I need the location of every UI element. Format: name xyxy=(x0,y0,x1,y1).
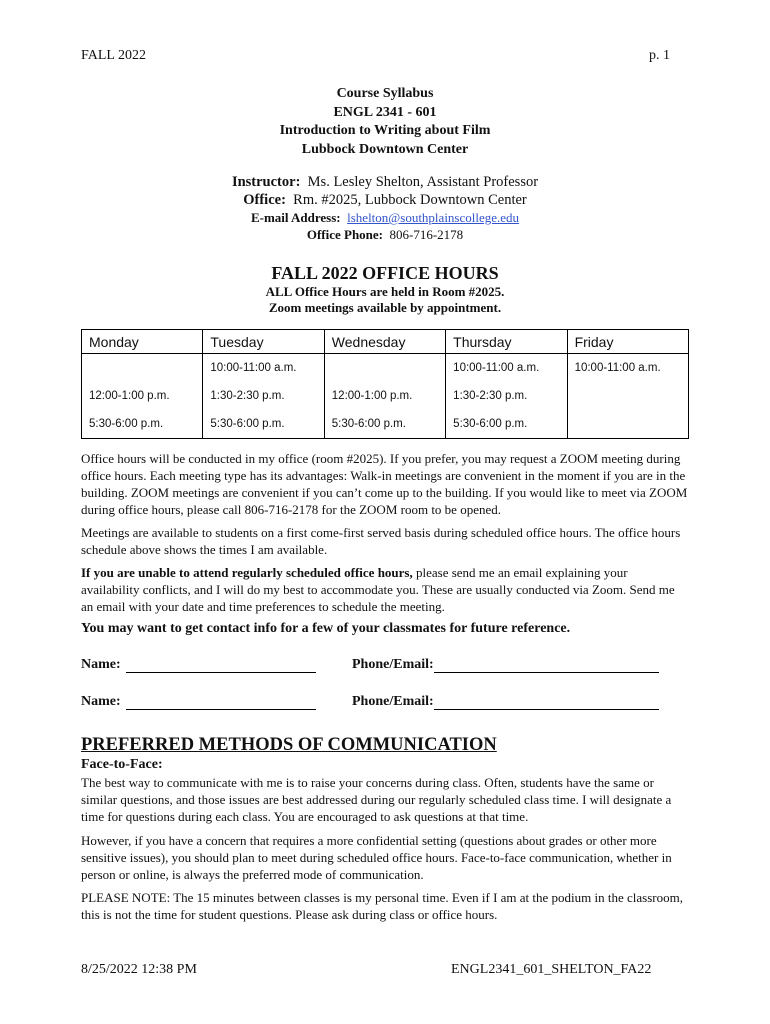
office-hours-table xyxy=(81,329,689,439)
table-cell: 12:00-1:00 p.m. xyxy=(324,382,445,410)
classmates-note: You may want to get contact info for a few of your classmates for future reference. xyxy=(81,621,571,636)
day-header-wednesday: Wednesday xyxy=(324,330,445,354)
face-to-face-subheading: Face-to-Face: xyxy=(81,757,163,772)
office-value: Rm. #2025, Lubbock Downtown Center xyxy=(293,192,527,208)
paragraph-text xyxy=(81,564,689,615)
office-label: Office: xyxy=(243,192,286,208)
header-page-number: p. 1 xyxy=(649,48,670,63)
conflict-lead: If you are unable to attend regularly scheduled office hours, xyxy=(81,565,413,580)
phone-email-label: Phone/Email: xyxy=(352,694,434,709)
table-row xyxy=(82,410,689,439)
table-cell xyxy=(82,354,203,383)
table-cell: 5:30-6:00 p.m. xyxy=(446,410,567,439)
paragraph-text: However, if you have a concern that requires a more confidential setting (questions about grades or other more sensitive issues), you should plan to meet during scheduled office hours. Face-to-face communication, whether in person or online, is always the preferred mode of communication. xyxy=(81,833,672,882)
table-cell: 5:30-6:00 p.m. xyxy=(82,410,203,439)
paragraph-text: Meetings are available to students on a first come-first served basis during scheduled office hours. The office hours schedule above shows the times I am available. xyxy=(81,525,681,557)
table-cell xyxy=(567,410,688,439)
instructor-label: Instructor: xyxy=(231,174,301,190)
paragraph-text: The best way to communicate with me is to raise your concerns during class. Often, students have the same or similar questions, and those issues are best addressed during our regularly scheduled class time. I will designate a time for questions during each class. You are encouraged to ask questions at that time. xyxy=(81,775,672,824)
office-hours-heading-block xyxy=(0,262,770,316)
phone-email-blank-line[interactable] xyxy=(434,657,659,673)
office-hours-zoom-note: Zoom meetings available by appointment. xyxy=(268,300,502,315)
conflict-paragraph xyxy=(81,564,689,622)
communication-section-title: PREFERRED METHODS OF COMMUNICATION xyxy=(81,735,497,755)
phone-email-blank-line[interactable] xyxy=(434,694,659,710)
course-title: Course Syllabus xyxy=(336,86,434,101)
course-location: Lubbock Downtown Center xyxy=(301,141,469,157)
course-name: Introduction to Writing about Film xyxy=(279,123,491,138)
table-cell xyxy=(567,382,688,410)
phone-label: Office Phone: xyxy=(306,227,383,242)
phone-row xyxy=(0,226,770,243)
name-blank-line[interactable] xyxy=(126,657,316,673)
paragraph-text: PLEASE NOTE: The 15 minutes between classes is my personal time. Even if I am at the podium in the classroom, this is not the time for student questions. Please ask during class or office hours. xyxy=(81,890,683,922)
office-hours-title: FALL 2022 OFFICE HOURS xyxy=(271,263,499,283)
table-cell: 12:00-1:00 p.m. xyxy=(82,382,203,410)
phone-email-label: Phone/Email: xyxy=(352,657,434,672)
table-cell: 10:00-11:00 a.m. xyxy=(567,354,688,383)
email-link[interactable]: lshelton@southplainscollege.edu xyxy=(347,210,520,225)
table-cell: 5:30-6:00 p.m. xyxy=(203,410,324,439)
header-term: FALL 2022 xyxy=(81,48,146,63)
office-hours-room-note: ALL Office Hours are held in Room #2025. xyxy=(265,284,505,299)
communication-paragraph-2 xyxy=(81,832,689,890)
table-cell: 5:30-6:00 p.m. xyxy=(324,410,445,439)
table-cell: 10:00-11:00 a.m. xyxy=(203,354,324,383)
name-label: Name: xyxy=(81,657,121,672)
office-row xyxy=(0,191,770,209)
table-cell: 10:00-11:00 a.m. xyxy=(446,354,567,383)
availability-paragraph xyxy=(81,524,689,565)
email-row xyxy=(0,209,770,226)
course-title-block xyxy=(0,85,770,159)
day-header-thursday: Thursday xyxy=(446,330,567,354)
conflict-rest: please send me an email explaining your availability conflicts, and I will do my best to accommodate you. These are usually conducted via Zoom. Send me an email with your date and time preferences to schedule the meeting. xyxy=(81,565,675,614)
name-label: Name: xyxy=(81,694,121,709)
phone-value: 806-716-2178 xyxy=(389,227,464,242)
instructor-value: Ms. Lesley Shelton, Assistant Professor xyxy=(307,174,539,190)
day-header-tuesday: Tuesday xyxy=(203,330,324,354)
table-row xyxy=(82,382,689,410)
paragraph-text: Office hours will be conducted in my office (room #2025). If you prefer, you may request a ZOOM meeting during office hours. Each meeting type has its advantages: Walk-in meetings are convenient in the moment if you are in the building. ZOOM meetings are convenient if you can’t come up to the building. If you would like to meet via ZOOM during office hours, please call 806-716-2178 for the ZOOM room to be opened. xyxy=(81,451,688,517)
table-header-row xyxy=(82,330,689,354)
day-header-monday: Monday xyxy=(82,330,203,354)
table-cell: 1:30-2:30 p.m. xyxy=(446,382,567,410)
communication-paragraph-1 xyxy=(81,774,689,832)
table-row xyxy=(82,354,689,383)
name-blank-line[interactable] xyxy=(126,694,316,710)
table-cell: 1:30-2:30 p.m. xyxy=(203,382,324,410)
day-header-friday: Friday xyxy=(567,330,688,354)
office-hours-paragraph xyxy=(81,450,689,525)
course-number: ENGL 2341 - 601 xyxy=(333,104,437,120)
footer-document-id: ENGL2341_601_SHELTON_FA22 xyxy=(451,962,652,977)
communication-paragraph-3 xyxy=(81,889,689,930)
footer-date: 8/25/2022 12:38 PM xyxy=(81,962,197,977)
email-label: E-mail Address: xyxy=(250,210,341,225)
instructor-row xyxy=(0,173,770,191)
contact-block xyxy=(0,173,770,243)
table-cell xyxy=(324,354,445,383)
